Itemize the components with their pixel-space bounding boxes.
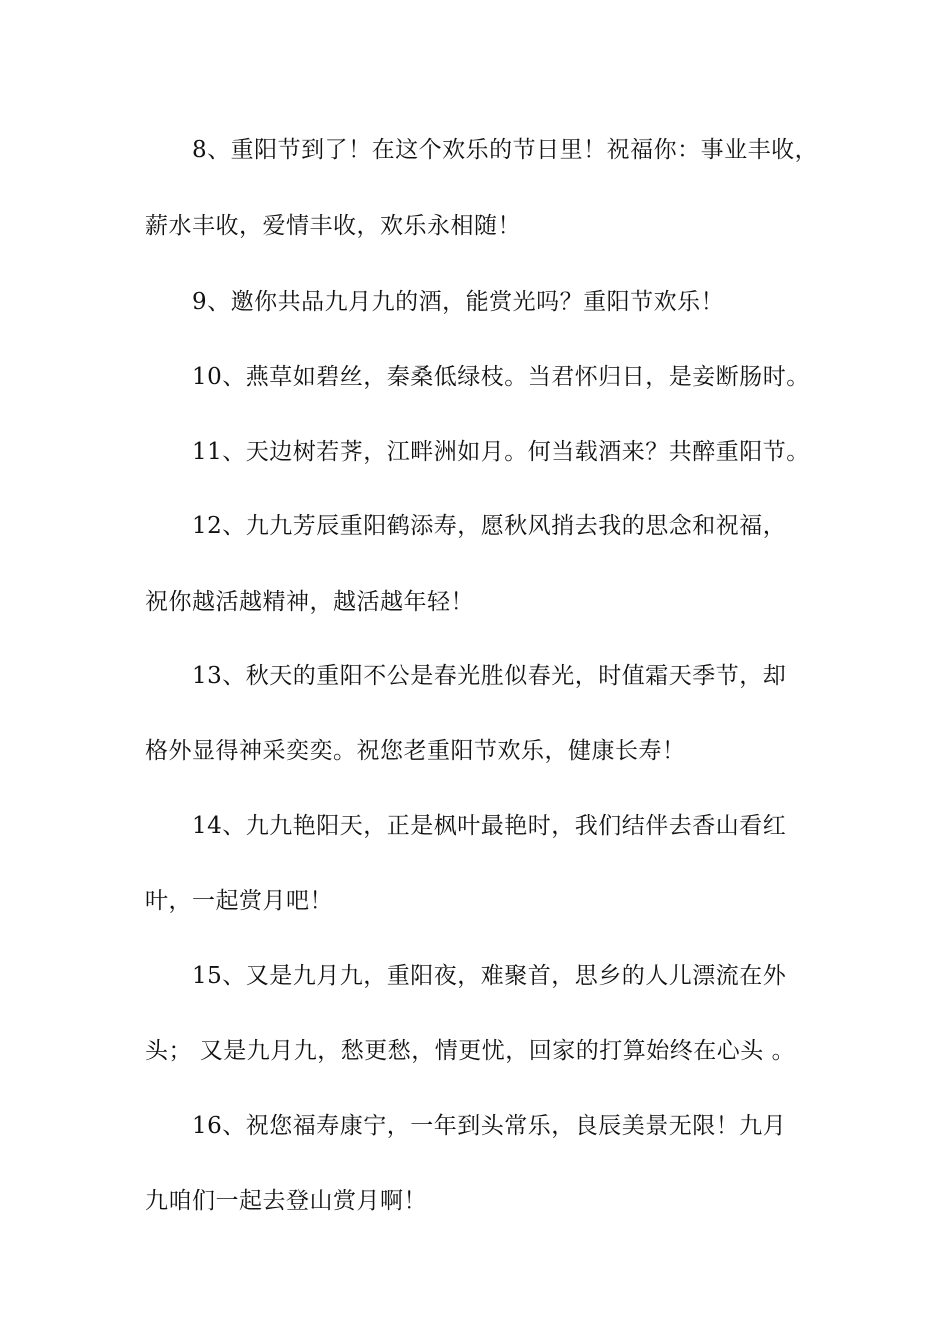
paragraph-16-line-2: 九咱们一起去登山赏月啊！ xyxy=(145,1188,427,1214)
paragraph-10-line-1: 10、燕草如碧丝，秦桑低绿枝。当君怀归日，是妾断肠时。 xyxy=(192,364,810,390)
paragraph-12-line-1: 12、九九芳辰重阳鹤添寿，愿秋风捎去我的思念和祝福， xyxy=(192,513,787,539)
paragraph-8-line-2: 薪水丰收，爱情丰收，欢乐永相随！ xyxy=(145,213,521,239)
paragraph-16-line-1: 16、祝您福寿康宁，一年到头常乐，良辰美景无限！九月 xyxy=(192,1113,787,1139)
paragraph-13-line-2: 格外显得神采奕奕。祝您老重阳节欢乐，健康长寿！ xyxy=(145,738,686,764)
paragraph-11-line-1: 11、天边树若荠，江畔洲如月。何当载酒来？共醉重阳节。 xyxy=(192,439,810,465)
paragraph-8-line-1: 8、重阳节到了！在这个欢乐的节日里！祝福你：事业丰收， xyxy=(192,137,819,163)
paragraph-15-line-2: 头； 又是九月九，愁更愁，情更忧，回家的打算始终在心头 。 xyxy=(145,1038,796,1064)
paragraph-14-line-1: 14、九九艳阳天，正是枫叶最艳时，我们结伴去香山看红 xyxy=(192,813,787,839)
paragraph-12-line-2: 祝你越活越精神，越活越年轻！ xyxy=(145,589,474,615)
paragraph-15-line-1: 15、又是九月九，重阳夜，难聚首，思乡的人儿漂流在外 xyxy=(192,963,787,989)
paragraph-9-line-1: 9、邀你共品九月九的酒，能赏光吗？重阳节欢乐！ xyxy=(192,289,725,315)
paragraph-14-line-2: 叶，一起赏月吧！ xyxy=(145,888,333,914)
paragraph-13-line-1: 13、秋天的重阳不公是春光胜似春光，时值霜天季节，却 xyxy=(192,663,787,689)
